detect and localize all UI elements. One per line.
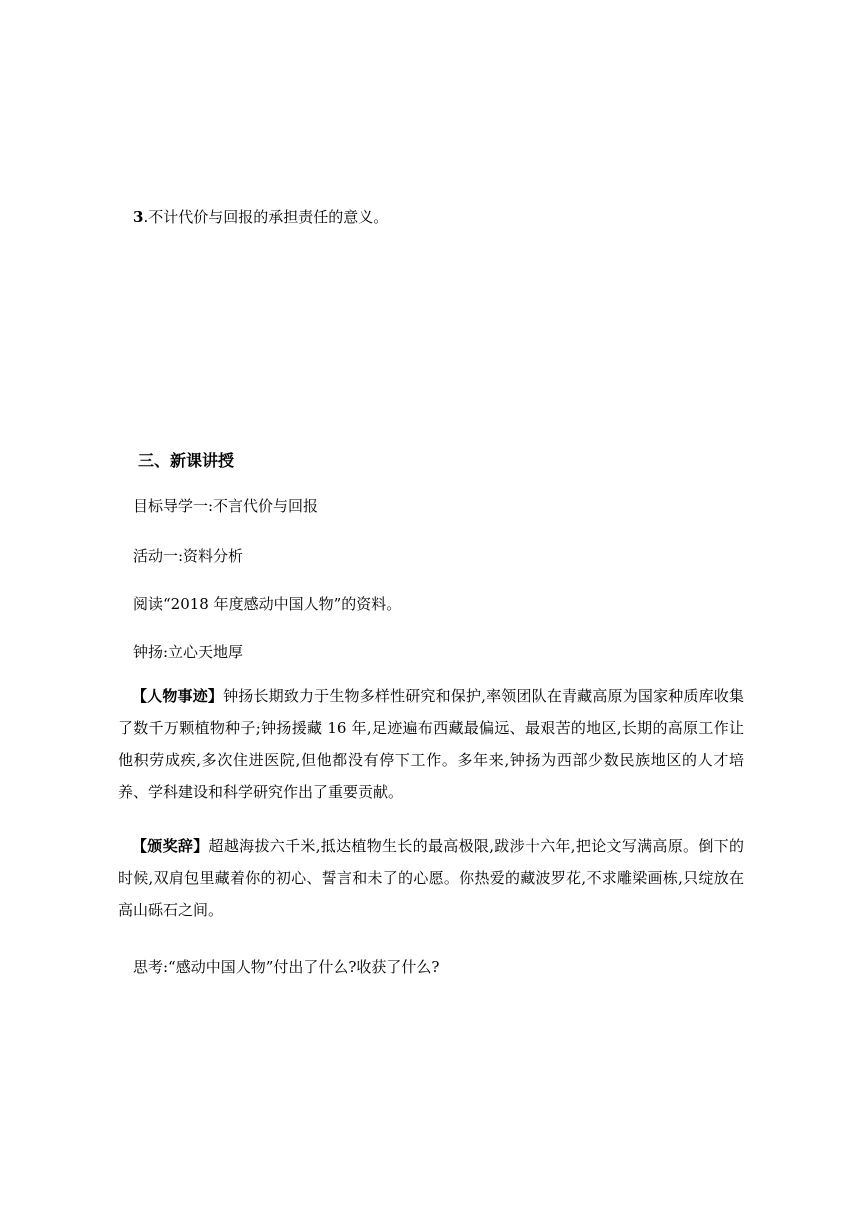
award-text: 超越海拔六千米,抵达植物生长的最高极限,跋涉十六年,把论文写满高原。倒下的时候,双肩包里藏着你的初心、誓言和未了的心愿。你热爱的藏波罗花,不求雕梁画栋,只绽放在高山砾石之间。	[118, 837, 744, 919]
question-line: 思考:“感动中国人物”付出了什么?收获了什么?	[133, 958, 440, 976]
person-title: 钟扬:立心天地厚	[133, 643, 244, 661]
section-heading: 三、新课讲授	[138, 451, 235, 470]
award-tag: 【颁奖辞】	[132, 837, 209, 855]
award-paragraph	[118, 830, 744, 926]
deeds-tag: 【人物事迹】	[132, 687, 224, 705]
goal-line: 目标导学一:不言代价与回报	[133, 497, 319, 515]
deeds-text: 钟扬长期致力于生物多样性研究和保护,率领团队在青藏高原为国家种质库收集了数千万颗植物种子;钟扬援藏 16 年,足迹遍布西藏最偏远、最艰苦的地区,长期的高原工作让他积劳成疾,多次住进医院,但他都没有停下工作。多年来,钟扬为西部少数民族地区的人才培养、学科建设和科学研究作出了重要贡献。	[118, 687, 744, 801]
item-3-number: 3	[133, 208, 144, 226]
deeds-paragraph	[118, 680, 744, 808]
item-3	[133, 207, 388, 227]
reading-line: 阅读“2018 年度感动中国人物”的资料。	[133, 595, 402, 613]
activity-line: 活动一:资料分析	[133, 547, 244, 565]
item-3-text: .不计代价与回报的承担责任的意义。	[143, 208, 389, 226]
